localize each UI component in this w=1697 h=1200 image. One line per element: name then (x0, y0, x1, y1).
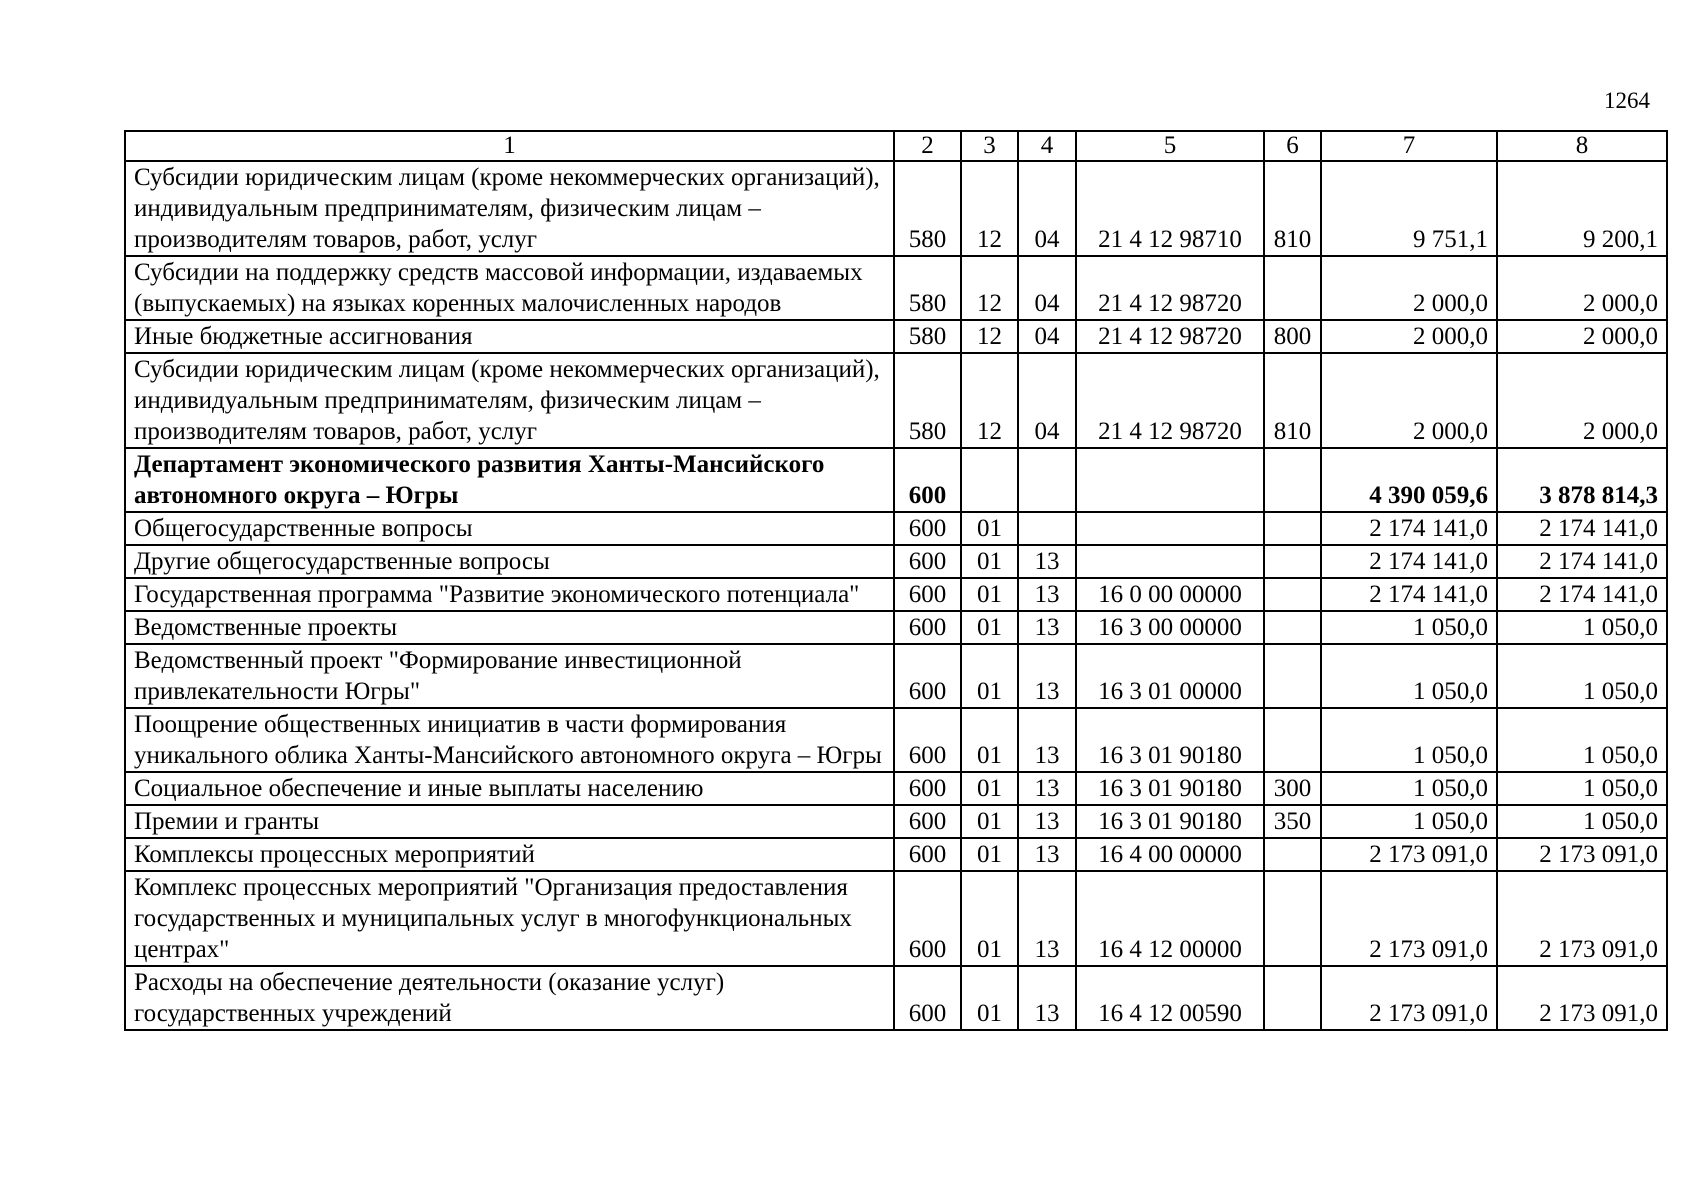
amount-year-1-cell: 2 173 091,0 (1321, 838, 1497, 871)
header-row (125, 131, 1667, 161)
amount-year-2-cell: 3 878 814,3 (1497, 448, 1667, 512)
subsection-code-cell: 04 (1018, 256, 1076, 320)
target-article-cell: 16 3 01 90180 (1076, 805, 1264, 838)
amount-year-1-cell: 2 174 141,0 (1321, 578, 1497, 611)
subsection-code-cell: 13 (1018, 708, 1076, 772)
subsection-code-cell: 13 (1018, 578, 1076, 611)
expense-type-cell (1264, 512, 1321, 545)
row-name-cell: Общегосударственные вопросы (125, 512, 894, 545)
row-name-cell: Субсидии юридическим лицам (кроме некоммерческих организаций), индивидуальным предпринимателям, физическим лицам – производителям товаров, работ, услуг (125, 161, 894, 256)
subsection-code-cell: 13 (1018, 838, 1076, 871)
gr-code-cell: 600 (894, 644, 961, 708)
table-row (125, 448, 1667, 512)
subsection-code-cell (1018, 512, 1076, 545)
table-row (125, 512, 1667, 545)
row-name-cell: Субсидии на поддержку средств массовой информации, издаваемых (выпускаемых) на языках коренных малочисленных народов (125, 256, 894, 320)
expense-type-cell: 810 (1264, 353, 1321, 448)
amount-year-1-cell: 1 050,0 (1321, 805, 1497, 838)
table-row (125, 161, 1667, 256)
subsection-code-cell: 13 (1018, 644, 1076, 708)
table-row (125, 871, 1667, 966)
expense-type-cell: 350 (1264, 805, 1321, 838)
gr-code-cell: 600 (894, 805, 961, 838)
target-article-cell: 16 4 12 00590 (1076, 966, 1264, 1030)
header-cell: 8 (1497, 131, 1667, 161)
gr-code-cell: 580 (894, 256, 961, 320)
table-body (125, 131, 1667, 1030)
section-code-cell: 01 (961, 708, 1018, 772)
header-cell: 4 (1018, 131, 1076, 161)
amount-year-2-cell: 1 050,0 (1497, 772, 1667, 805)
section-code-cell: 12 (961, 320, 1018, 353)
subsection-code-cell: 13 (1018, 772, 1076, 805)
subsection-code-cell (1018, 448, 1076, 512)
amount-year-2-cell: 1 050,0 (1497, 611, 1667, 644)
expense-type-cell (1264, 578, 1321, 611)
amount-year-2-cell: 2 173 091,0 (1497, 838, 1667, 871)
gr-code-cell: 600 (894, 708, 961, 772)
target-article-cell: 21 4 12 98710 (1076, 161, 1264, 256)
gr-code-cell: 580 (894, 161, 961, 256)
header-cell: 7 (1321, 131, 1497, 161)
row-name-cell: Субсидии юридическим лицам (кроме некоммерческих организаций), индивидуальным предпринимателям, физическим лицам – производителям товаров, работ, услуг (125, 353, 894, 448)
expense-type-cell (1264, 545, 1321, 578)
amount-year-1-cell: 1 050,0 (1321, 644, 1497, 708)
gr-code-cell: 580 (894, 353, 961, 448)
subsection-code-cell: 13 (1018, 611, 1076, 644)
target-article-cell: 16 4 12 00000 (1076, 871, 1264, 966)
amount-year-2-cell: 2 173 091,0 (1497, 966, 1667, 1030)
section-code-cell (961, 448, 1018, 512)
page-number: 1264 (1604, 88, 1650, 113)
row-name-cell: Ведомственные проекты (125, 611, 894, 644)
expense-type-cell: 810 (1264, 161, 1321, 256)
row-name-cell: Иные бюджетные ассигнования (125, 320, 894, 353)
expense-type-cell (1264, 448, 1321, 512)
budget-table (124, 130, 1668, 1031)
section-code-cell: 01 (961, 871, 1018, 966)
section-code-cell: 12 (961, 161, 1018, 256)
subsection-code-cell: 13 (1018, 871, 1076, 966)
amount-year-1-cell: 1 050,0 (1321, 611, 1497, 644)
row-name-cell: Премии и гранты (125, 805, 894, 838)
subsection-code-cell: 13 (1018, 966, 1076, 1030)
row-name-cell: Поощрение общественных инициатив в части формирования уникального облика Ханты-Мансийского автономного округа – Югры (125, 708, 894, 772)
table-row (125, 578, 1667, 611)
gr-code-cell: 600 (894, 611, 961, 644)
amount-year-2-cell: 1 050,0 (1497, 805, 1667, 838)
section-code-cell: 01 (961, 578, 1018, 611)
table-row (125, 256, 1667, 320)
row-name-cell: Департамент экономического развития Ханты-Мансийского автономного округа – Югры (125, 448, 894, 512)
target-article-cell (1076, 545, 1264, 578)
expense-type-cell: 800 (1264, 320, 1321, 353)
row-name-cell: Комплекс процессных мероприятий "Организация предоставления государственных и муниципальных услуг в многофункциональных центрах" (125, 871, 894, 966)
header-cell: 6 (1264, 131, 1321, 161)
amount-year-1-cell: 2 000,0 (1321, 320, 1497, 353)
target-article-cell: 21 4 12 98720 (1076, 256, 1264, 320)
table-row (125, 966, 1667, 1030)
table-row (125, 320, 1667, 353)
amount-year-2-cell: 2 173 091,0 (1497, 871, 1667, 966)
gr-code-cell: 600 (894, 545, 961, 578)
target-article-cell (1076, 512, 1264, 545)
amount-year-1-cell: 1 050,0 (1321, 772, 1497, 805)
subsection-code-cell: 04 (1018, 353, 1076, 448)
subsection-code-cell: 04 (1018, 320, 1076, 353)
amount-year-1-cell: 2 173 091,0 (1321, 966, 1497, 1030)
section-code-cell: 12 (961, 353, 1018, 448)
amount-year-2-cell: 1 050,0 (1497, 708, 1667, 772)
target-article-cell: 16 0 00 00000 (1076, 578, 1264, 611)
target-article-cell: 16 3 01 00000 (1076, 644, 1264, 708)
table-row (125, 644, 1667, 708)
amount-year-1-cell: 2 174 141,0 (1321, 512, 1497, 545)
amount-year-1-cell: 2 174 141,0 (1321, 545, 1497, 578)
amount-year-1-cell: 2 173 091,0 (1321, 871, 1497, 966)
amount-year-2-cell: 2 174 141,0 (1497, 545, 1667, 578)
amount-year-1-cell: 1 050,0 (1321, 708, 1497, 772)
section-code-cell: 01 (961, 512, 1018, 545)
target-article-cell: 16 3 01 90180 (1076, 772, 1264, 805)
header-cell: 3 (961, 131, 1018, 161)
amount-year-2-cell: 1 050,0 (1497, 644, 1667, 708)
amount-year-1-cell: 2 000,0 (1321, 256, 1497, 320)
expense-type-cell (1264, 838, 1321, 871)
row-name-cell: Ведомственный проект "Формирование инвестиционной привлекательности Югры" (125, 644, 894, 708)
table-row (125, 611, 1667, 644)
header-cell: 5 (1076, 131, 1264, 161)
table-row (125, 353, 1667, 448)
amount-year-1-cell: 2 000,0 (1321, 353, 1497, 448)
amount-year-2-cell: 9 200,1 (1497, 161, 1667, 256)
gr-code-cell: 600 (894, 512, 961, 545)
table-row (125, 805, 1667, 838)
target-article-cell: 16 3 01 90180 (1076, 708, 1264, 772)
section-code-cell: 12 (961, 256, 1018, 320)
amount-year-1-cell: 9 751,1 (1321, 161, 1497, 256)
gr-code-cell: 580 (894, 320, 961, 353)
expense-type-cell (1264, 256, 1321, 320)
expense-type-cell (1264, 871, 1321, 966)
row-name-cell: Комплексы процессных мероприятий (125, 838, 894, 871)
section-code-cell: 01 (961, 545, 1018, 578)
row-name-cell: Социальное обеспечение и иные выплаты населению (125, 772, 894, 805)
gr-code-cell: 600 (894, 966, 961, 1030)
amount-year-2-cell: 2 000,0 (1497, 256, 1667, 320)
section-code-cell: 01 (961, 966, 1018, 1030)
gr-code-cell: 600 (894, 578, 961, 611)
gr-code-cell: 600 (894, 772, 961, 805)
section-code-cell: 01 (961, 772, 1018, 805)
amount-year-2-cell: 2 000,0 (1497, 320, 1667, 353)
amount-year-2-cell: 2 174 141,0 (1497, 512, 1667, 545)
table-row (125, 545, 1667, 578)
expense-type-cell: 300 (1264, 772, 1321, 805)
header-cell: 1 (125, 131, 894, 161)
table-row (125, 708, 1667, 772)
target-article-cell: 16 3 00 00000 (1076, 611, 1264, 644)
section-code-cell: 01 (961, 838, 1018, 871)
expense-type-cell (1264, 966, 1321, 1030)
gr-code-cell: 600 (894, 838, 961, 871)
target-article-cell: 21 4 12 98720 (1076, 353, 1264, 448)
expense-type-cell (1264, 611, 1321, 644)
row-name-cell: Другие общегосударственные вопросы (125, 545, 894, 578)
expense-type-cell (1264, 708, 1321, 772)
section-code-cell: 01 (961, 611, 1018, 644)
section-code-cell: 01 (961, 644, 1018, 708)
table-row (125, 838, 1667, 871)
row-name-cell: Государственная программа "Развитие экономического потенциала" (125, 578, 894, 611)
subsection-code-cell: 04 (1018, 161, 1076, 256)
subsection-code-cell: 13 (1018, 805, 1076, 838)
expense-type-cell (1264, 644, 1321, 708)
target-article-cell: 21 4 12 98720 (1076, 320, 1264, 353)
gr-code-cell: 600 (894, 871, 961, 966)
subsection-code-cell: 13 (1018, 545, 1076, 578)
header-cell: 2 (894, 131, 961, 161)
amount-year-1-cell: 4 390 059,6 (1321, 448, 1497, 512)
gr-code-cell: 600 (894, 448, 961, 512)
table-row (125, 772, 1667, 805)
target-article-cell: 16 4 00 00000 (1076, 838, 1264, 871)
row-name-cell: Расходы на обеспечение деятельности (оказание услуг) государственных учреждений (125, 966, 894, 1030)
amount-year-2-cell: 2 000,0 (1497, 353, 1667, 448)
target-article-cell (1076, 448, 1264, 512)
amount-year-2-cell: 2 174 141,0 (1497, 578, 1667, 611)
section-code-cell: 01 (961, 805, 1018, 838)
